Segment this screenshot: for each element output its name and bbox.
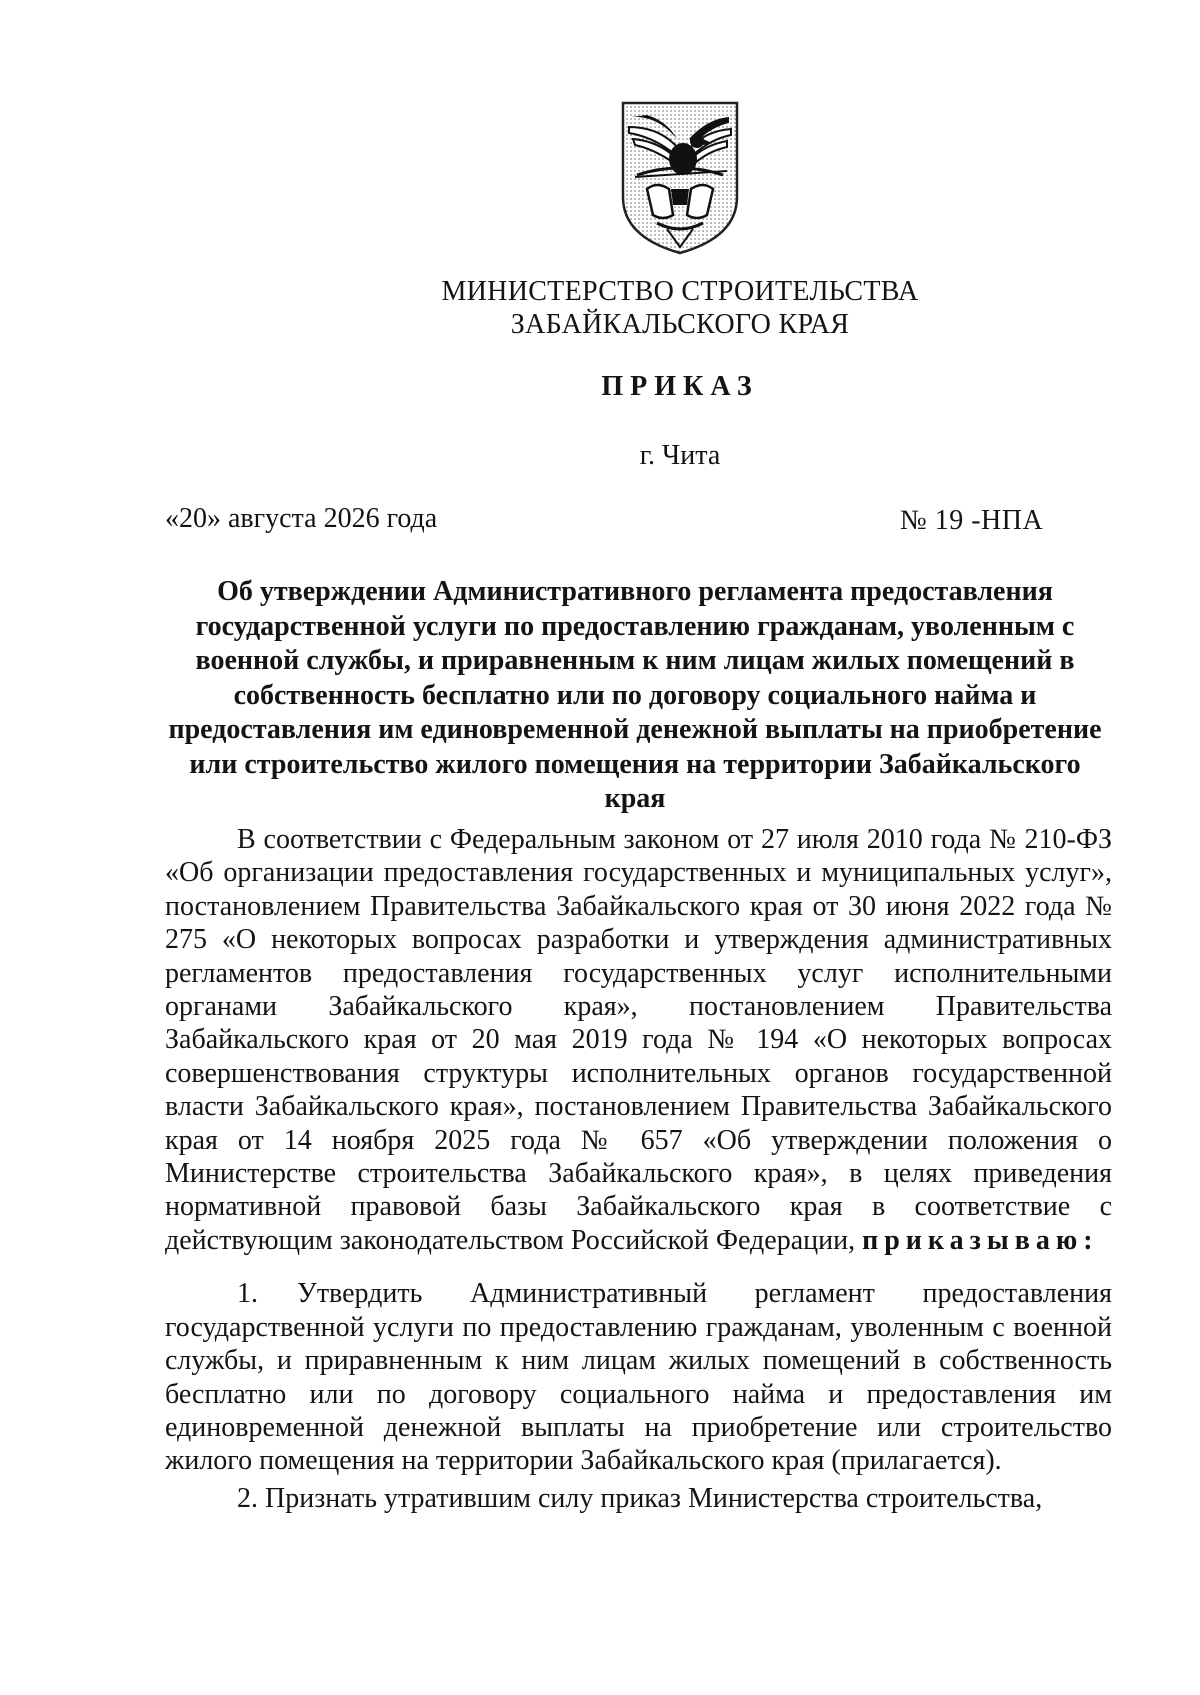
order-colon: : [1083, 1224, 1099, 1256]
ministry-name [300, 275, 1060, 341]
order-item-1-number: 1. [237, 1278, 258, 1310]
order-item-2-text: Признать утратившим силу приказ Министерства строительства, [265, 1482, 1043, 1514]
order-title: Об утверждении Административного регламента предоставления государственной услуги по предоставлению гражданам, уволенным с военной службы, и приравненным к ним лицам жилых помещений в собственность бесплатно или по договору социального найма и предоставления им единовременной денежной выплаты на приобретение или строительство жилого помещения на территории Забайкальского края [168, 576, 1102, 814]
order-number: № 19 -НПА [900, 505, 1044, 536]
order-item-2-number: 2. [237, 1482, 258, 1514]
ministry-name-line2: ЗАБАЙКАЛЬСКОГО КРАЯ [510, 309, 850, 340]
city: г. Чита [639, 440, 721, 471]
order-item-1-text: Утвердить Административный регламент предоставления государственной услуги по предоставлению гражданам, уволенным с военной службы, и приравненным к ним лицам жилых помещений в собственность бесплатно или по договору социального найма и предоставления им единовременной денежной выплаты на приобретение или строительство жилого помещения на территории Забайкальского края (прилагается). [165, 1278, 1112, 1477]
preamble-paragraph [165, 823, 1112, 1257]
ministry-name-line1: МИНИСТЕРСТВО СТРОИТЕЛЬСТВА [441, 276, 919, 307]
preamble-text: В соответствии с Федеральным законом от 27 июля 2010 года № 210-ФЗ «Об организации предоставления государственных и муниципальных услуг», постановлением Правительства Забайкальского края от 30 июня 2022 года № 275 «О некоторых вопросах разработки и утверждения административных регламентов предоставления государственных услуг исполнительными органами Забайкальского края», постановлением Правительства Забайкальского края от 20 мая 2019 года № 194 «О некоторых вопросах совершенствования структуры исполнительных органов государственной власти Забайкальского края», постановлением Правительства Забайкальского края от 14 ноября 2025 года № 657 «Об утверждении положения о Министерстве строительства Забайкальского края», в целях приведения нормативной правовой базы Забайкальского края в соответствие с действующим законодательством Российской Федерации, [165, 824, 1112, 1256]
order-item-1 [165, 1277, 1112, 1477]
order-item-2 [165, 1482, 1112, 1515]
order-body [165, 823, 1112, 1515]
coat-of-arms-icon [617, 97, 743, 257]
order-word: приказываю [862, 1224, 1084, 1256]
order-date: «20» августа 2026 года [165, 503, 438, 534]
document-type: ПРИКАЗ [601, 371, 759, 402]
